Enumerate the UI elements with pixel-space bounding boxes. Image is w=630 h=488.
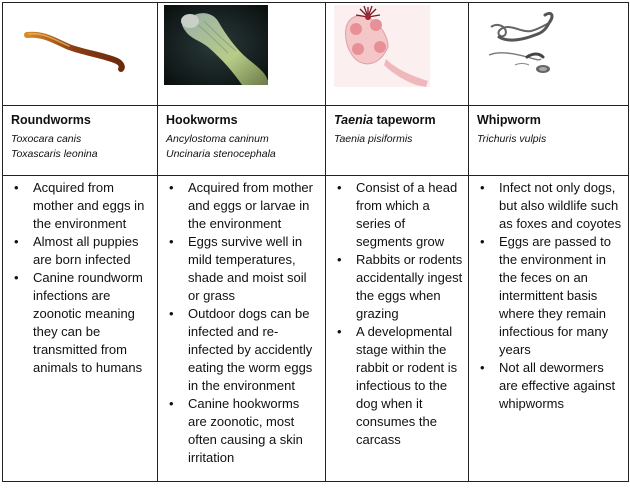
taenia-species-1: Taenia pisiformis	[334, 133, 413, 145]
list-item: • Acquired from mother and eggs in the environment	[33, 179, 153, 233]
taenia-fact-list	[330, 179, 464, 449]
roundworm-image	[3, 3, 157, 105]
whipworm-image-cell	[469, 3, 629, 106]
roundworm-image-cell	[3, 3, 158, 106]
list-item: • Consist of a head from which a series of segments grow	[356, 179, 464, 251]
roundworms-species-2: Toxascaris leonina	[11, 148, 98, 160]
hookworms-species-2: Uncinaria stenocephala	[166, 148, 276, 160]
roundworms-title: Roundworms	[11, 113, 91, 127]
roundworms-species-1: Toxocara canis	[11, 133, 82, 145]
roundworms-header	[3, 106, 158, 176]
list-item: • Eggs are passed to the environment in the feces on an intermittent basis where they remain infectious for many years	[499, 233, 624, 359]
hookworm-image	[158, 3, 325, 105]
whipworm-facts	[469, 176, 629, 482]
list-item: • Canine hookworms are zoonotic, most often causing a skin irritation	[188, 395, 321, 467]
list-item: • A developmental stage within the rabbit or rodent is infectious to the dog when it consumes the carcass	[356, 323, 464, 449]
hookworm-image-cell	[158, 3, 326, 106]
whipworm-species-1: Trichuris vulpis	[477, 133, 547, 145]
hookworms-title: Hookworms	[166, 113, 238, 127]
list-item: • Acquired from mother and eggs or larvae in the environment	[188, 179, 321, 233]
list-item: • Rabbits or rodents accidentally ingest the eggs when grazing	[356, 251, 464, 323]
list-item: • Infect not only dogs, but also wildlife such as foxes and coyotes	[499, 179, 624, 233]
tapeworm-image	[326, 3, 468, 105]
hookworms-species-1: Ancylostoma caninum	[166, 133, 269, 145]
list-item: • Outdoor dogs can be infected and re-infected by accidently eating the worm eggs in the environment	[188, 305, 321, 395]
hookworms-header	[158, 106, 326, 176]
taenia-header	[326, 106, 469, 176]
list-item: • Not all dewormers are effective against whipworms	[499, 359, 624, 413]
whipworm-header	[469, 106, 629, 176]
taenia-facts	[326, 176, 469, 482]
parasite-table	[2, 2, 629, 482]
whipworm-fact-list	[473, 179, 624, 413]
tapeworm-image-cell	[326, 3, 469, 106]
header-row	[3, 106, 629, 176]
hookworms-facts	[158, 176, 326, 482]
image-row	[3, 3, 629, 106]
list-item: • Almost all puppies are born infected	[33, 233, 153, 269]
hookworms-fact-list	[162, 179, 321, 467]
list-item: • Eggs survive well in mild temperatures, shade and moist soil or grass	[188, 233, 321, 305]
roundworms-facts	[3, 176, 158, 482]
roundworms-fact-list	[7, 179, 153, 377]
whipworm-title: Whipworm	[477, 113, 541, 127]
facts-row	[3, 176, 629, 482]
whipworm-image	[469, 3, 628, 105]
taenia-title: Taenia tapeworm	[334, 113, 436, 127]
list-item: • Canine roundworm infections are zoonotic meaning they can be transmitted from animals to humans	[33, 269, 153, 377]
